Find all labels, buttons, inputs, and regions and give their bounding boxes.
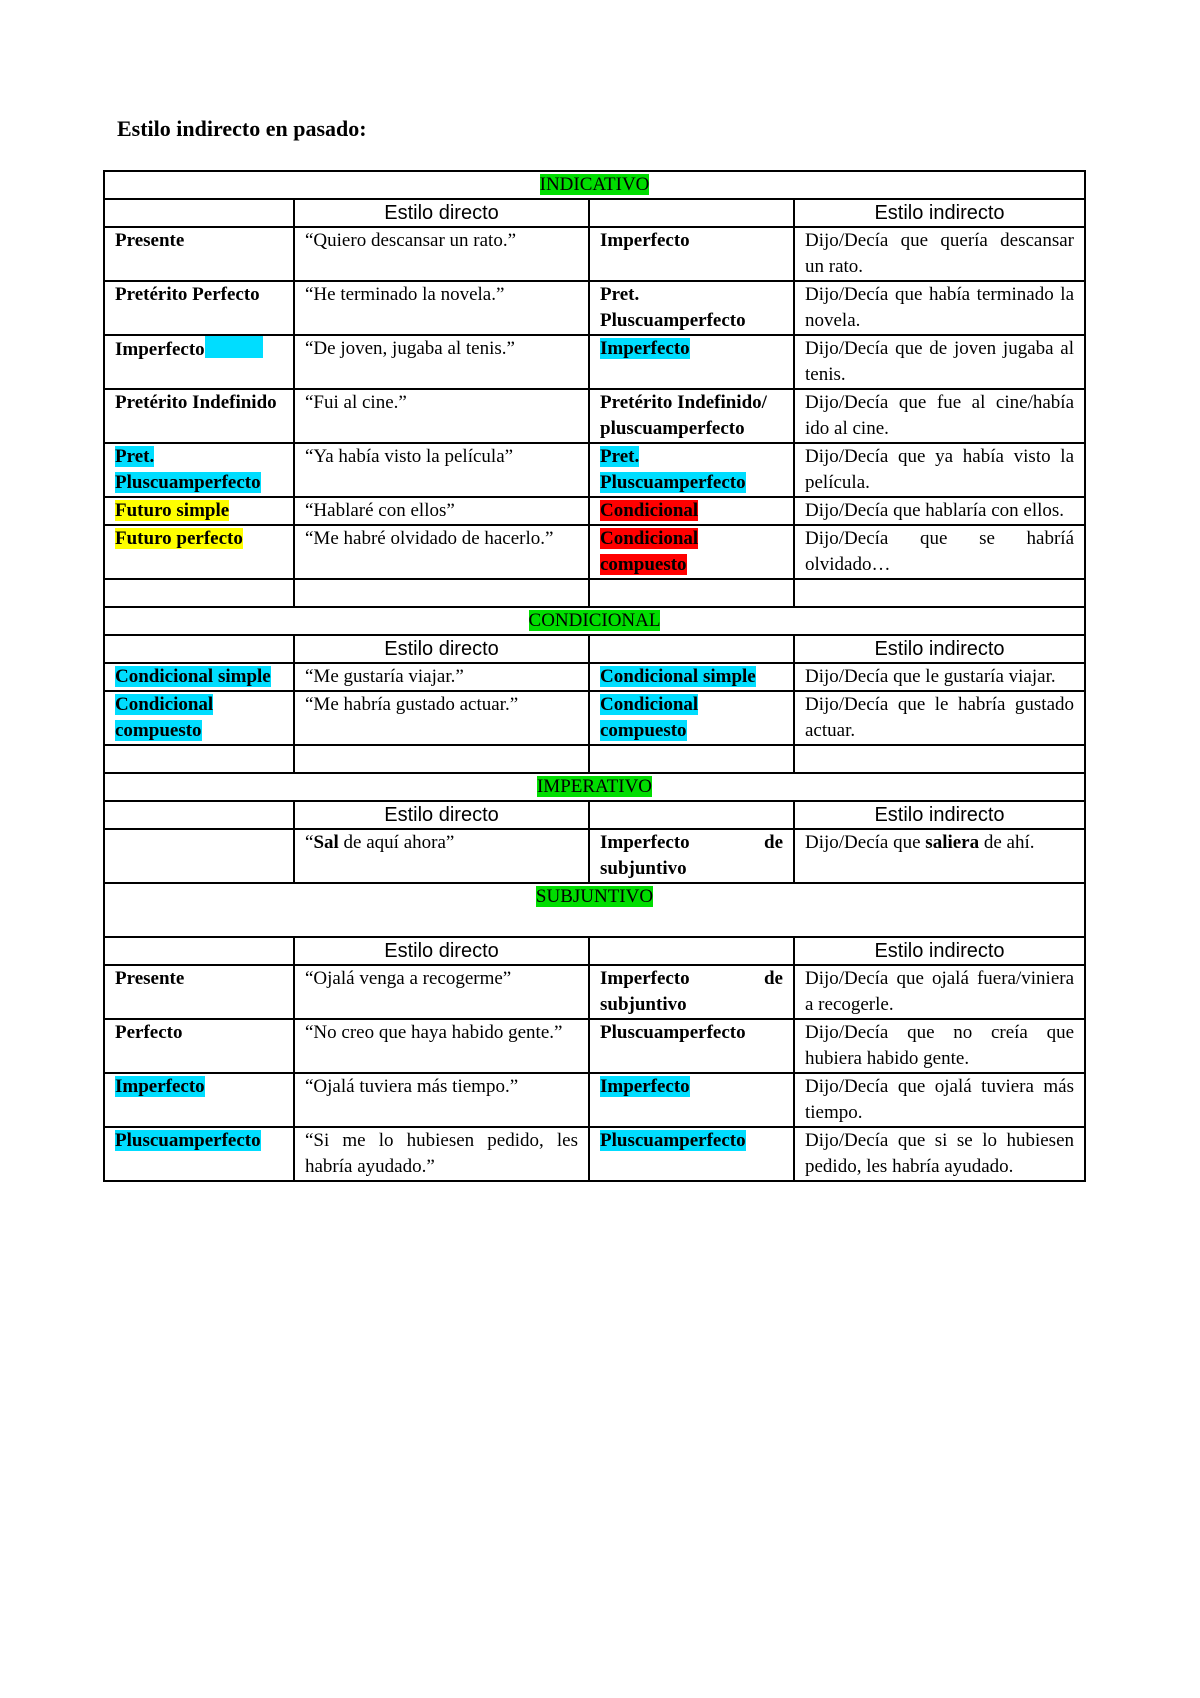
tense-to-word: subjuntivo bbox=[600, 858, 687, 879]
tense-from: Pretérito Indefinido bbox=[115, 392, 277, 413]
tense-from: Imperfecto bbox=[115, 1076, 205, 1097]
tense-from: Perfecto bbox=[115, 1022, 183, 1043]
direct-rest: de aquí ahora” bbox=[338, 832, 455, 853]
direct-example: “Ya había visto la película” bbox=[294, 443, 589, 497]
indirect-example: Dijo/Decía que si se lo hubiesen pedido, les habría ayudado. bbox=[794, 1127, 1085, 1181]
tense-to-word: de bbox=[764, 832, 783, 853]
direct-example: “Me habré olvidado de hacerlo.” bbox=[294, 525, 589, 579]
table-row bbox=[104, 829, 1085, 883]
indirect-example: Dijo/Decía que ya había visto la película. bbox=[794, 443, 1085, 497]
section-label: INDICATIVO bbox=[539, 174, 650, 195]
empty-row bbox=[104, 579, 1085, 607]
tense-to: Pluscuamperfecto bbox=[600, 1022, 746, 1043]
indirect-pre: Dijo/Decía que bbox=[805, 832, 926, 853]
table-row bbox=[104, 1127, 1085, 1181]
tense-to: Imperfecto bbox=[600, 338, 690, 359]
direct-example: “Me gustaría viajar.” bbox=[294, 663, 589, 691]
column-header-indirecto: Estilo indirecto bbox=[794, 635, 1085, 663]
tense-from: Pluscuamperfecto bbox=[115, 1130, 261, 1151]
table-row bbox=[104, 497, 1085, 525]
imperative-verb: Sal bbox=[313, 832, 339, 853]
indirect-example: Dijo/Decía que había terminado la novela. bbox=[794, 281, 1085, 335]
tense-to: Imperfecto bbox=[600, 1076, 690, 1097]
tense-from: Pret. Pluscuamperfecto bbox=[115, 446, 261, 493]
indirect-example: Dijo/Decía que ojalá fuera/viniera a recogerle. bbox=[794, 965, 1085, 1019]
column-header-directo: Estilo directo bbox=[294, 801, 589, 829]
tense-to: Pret. Pluscuamperfecto bbox=[600, 446, 746, 493]
column-header-directo: Estilo directo bbox=[294, 937, 589, 965]
table-row bbox=[104, 1019, 1085, 1073]
table-row bbox=[104, 663, 1085, 691]
direct-example: “Sal de aquí ahora” bbox=[294, 829, 589, 883]
table-row bbox=[104, 691, 1085, 745]
column-header-indirecto: Estilo indirecto bbox=[794, 199, 1085, 227]
column-header-row bbox=[104, 635, 1085, 663]
tense-from: Futuro simple bbox=[115, 500, 230, 521]
direct-example: “De joven, jugaba al tenis.” bbox=[294, 335, 589, 389]
tense-from: Presente bbox=[115, 968, 185, 989]
tense-from: Pretérito Perfecto bbox=[115, 284, 260, 305]
tense-to: Pret. Pluscuamperfecto bbox=[600, 284, 746, 331]
indirect-post: de ahí. bbox=[979, 832, 1035, 853]
table-row bbox=[104, 335, 1085, 389]
column-header-row bbox=[104, 801, 1085, 829]
table-row bbox=[104, 965, 1085, 1019]
table-row bbox=[104, 525, 1085, 579]
column-header-directo: Estilo directo bbox=[294, 199, 589, 227]
indirect-example: Dijo/Decía que le habría gustado actuar. bbox=[794, 691, 1085, 745]
indirect-example: Dijo/Decía que de joven jugaba al tenis. bbox=[794, 335, 1085, 389]
tense-to: Condicional compuesto bbox=[600, 694, 699, 741]
section-label: IMPERATIVO bbox=[536, 776, 653, 797]
highlight-marker bbox=[205, 336, 263, 358]
column-header-row bbox=[104, 937, 1085, 965]
indirect-example: Dijo/Decía que le gustaría viajar. bbox=[794, 663, 1085, 691]
column-header-row bbox=[104, 199, 1085, 227]
indirect-example: Dijo/Decía que se habríá olvidado… bbox=[794, 525, 1085, 579]
page-title: Estilo indirecto en pasado: bbox=[117, 116, 367, 141]
tense-from: Condicional simple bbox=[115, 666, 271, 687]
section-label: CONDICIONAL bbox=[528, 610, 661, 631]
tense-to: Pluscuamperfecto bbox=[600, 1130, 746, 1151]
direct-example: “Ojalá venga a recogerme” bbox=[294, 965, 589, 1019]
section-label: SUBJUNTIVO bbox=[535, 886, 654, 907]
table-row bbox=[104, 1073, 1085, 1127]
tense-to: Pretérito Indefinido/ pluscuamperfecto bbox=[600, 392, 767, 439]
section-header-subjuntivo bbox=[104, 883, 1085, 937]
direct-example: “Fui al cine.” bbox=[294, 389, 589, 443]
table-row bbox=[104, 389, 1085, 443]
column-header-indirecto: Estilo indirecto bbox=[794, 801, 1085, 829]
section-header-indicativo bbox=[104, 171, 1085, 199]
direct-example: “Me habría gustado actuar.” bbox=[294, 691, 589, 745]
direct-example: “He terminado la novela.” bbox=[294, 281, 589, 335]
empty-row bbox=[104, 745, 1085, 773]
indirect-example: Dijo/Decía que quería descansar un rato. bbox=[794, 227, 1085, 281]
tense-from: Condicional compuesto bbox=[115, 694, 214, 741]
tense-to: Condicional compuesto bbox=[600, 528, 699, 575]
tense-from: Imperfecto bbox=[115, 339, 205, 360]
subjunctive-verb: saliera bbox=[925, 832, 980, 853]
tense-to-word: Imperfecto bbox=[600, 832, 690, 853]
direct-example: “Si me lo hubiesen pedido, les habría ayudado.” bbox=[294, 1127, 589, 1181]
tense-to: Imperfecto de subjuntivo bbox=[600, 968, 783, 1015]
tense-from: Futuro perfecto bbox=[115, 528, 243, 549]
tense-conversion-table bbox=[103, 170, 1086, 1182]
indirect-example: Dijo/Decía que hablaría con ellos. bbox=[794, 497, 1085, 525]
tense-to: Imperfecto bbox=[600, 230, 690, 251]
table-row bbox=[104, 443, 1085, 497]
direct-example: “Hablaré con ellos” bbox=[294, 497, 589, 525]
table-row bbox=[104, 281, 1085, 335]
indirect-example bbox=[794, 829, 1085, 883]
indirect-example: Dijo/Decía que fue al cine/había ido al cine. bbox=[794, 389, 1085, 443]
section-header-condicional bbox=[104, 607, 1085, 635]
tense-to: Condicional bbox=[600, 500, 699, 521]
direct-example: “Ojalá tuviera más tiempo.” bbox=[294, 1073, 589, 1127]
direct-example: “Quiero descansar un rato.” bbox=[294, 227, 589, 281]
tense-to: Condicional simple bbox=[600, 666, 756, 687]
section-header-imperativo bbox=[104, 773, 1085, 801]
indirect-example: Dijo/Decía que no creía que hubiera habido gente. bbox=[794, 1019, 1085, 1073]
indirect-example: Dijo/Decía que ojalá tuviera más tiempo. bbox=[794, 1073, 1085, 1127]
tense-from: Presente bbox=[115, 230, 185, 251]
column-header-directo: Estilo directo bbox=[294, 635, 589, 663]
direct-example: “No creo que haya habido gente.” bbox=[294, 1019, 589, 1073]
column-header-indirecto: Estilo indirecto bbox=[794, 937, 1085, 965]
table-row bbox=[104, 227, 1085, 281]
